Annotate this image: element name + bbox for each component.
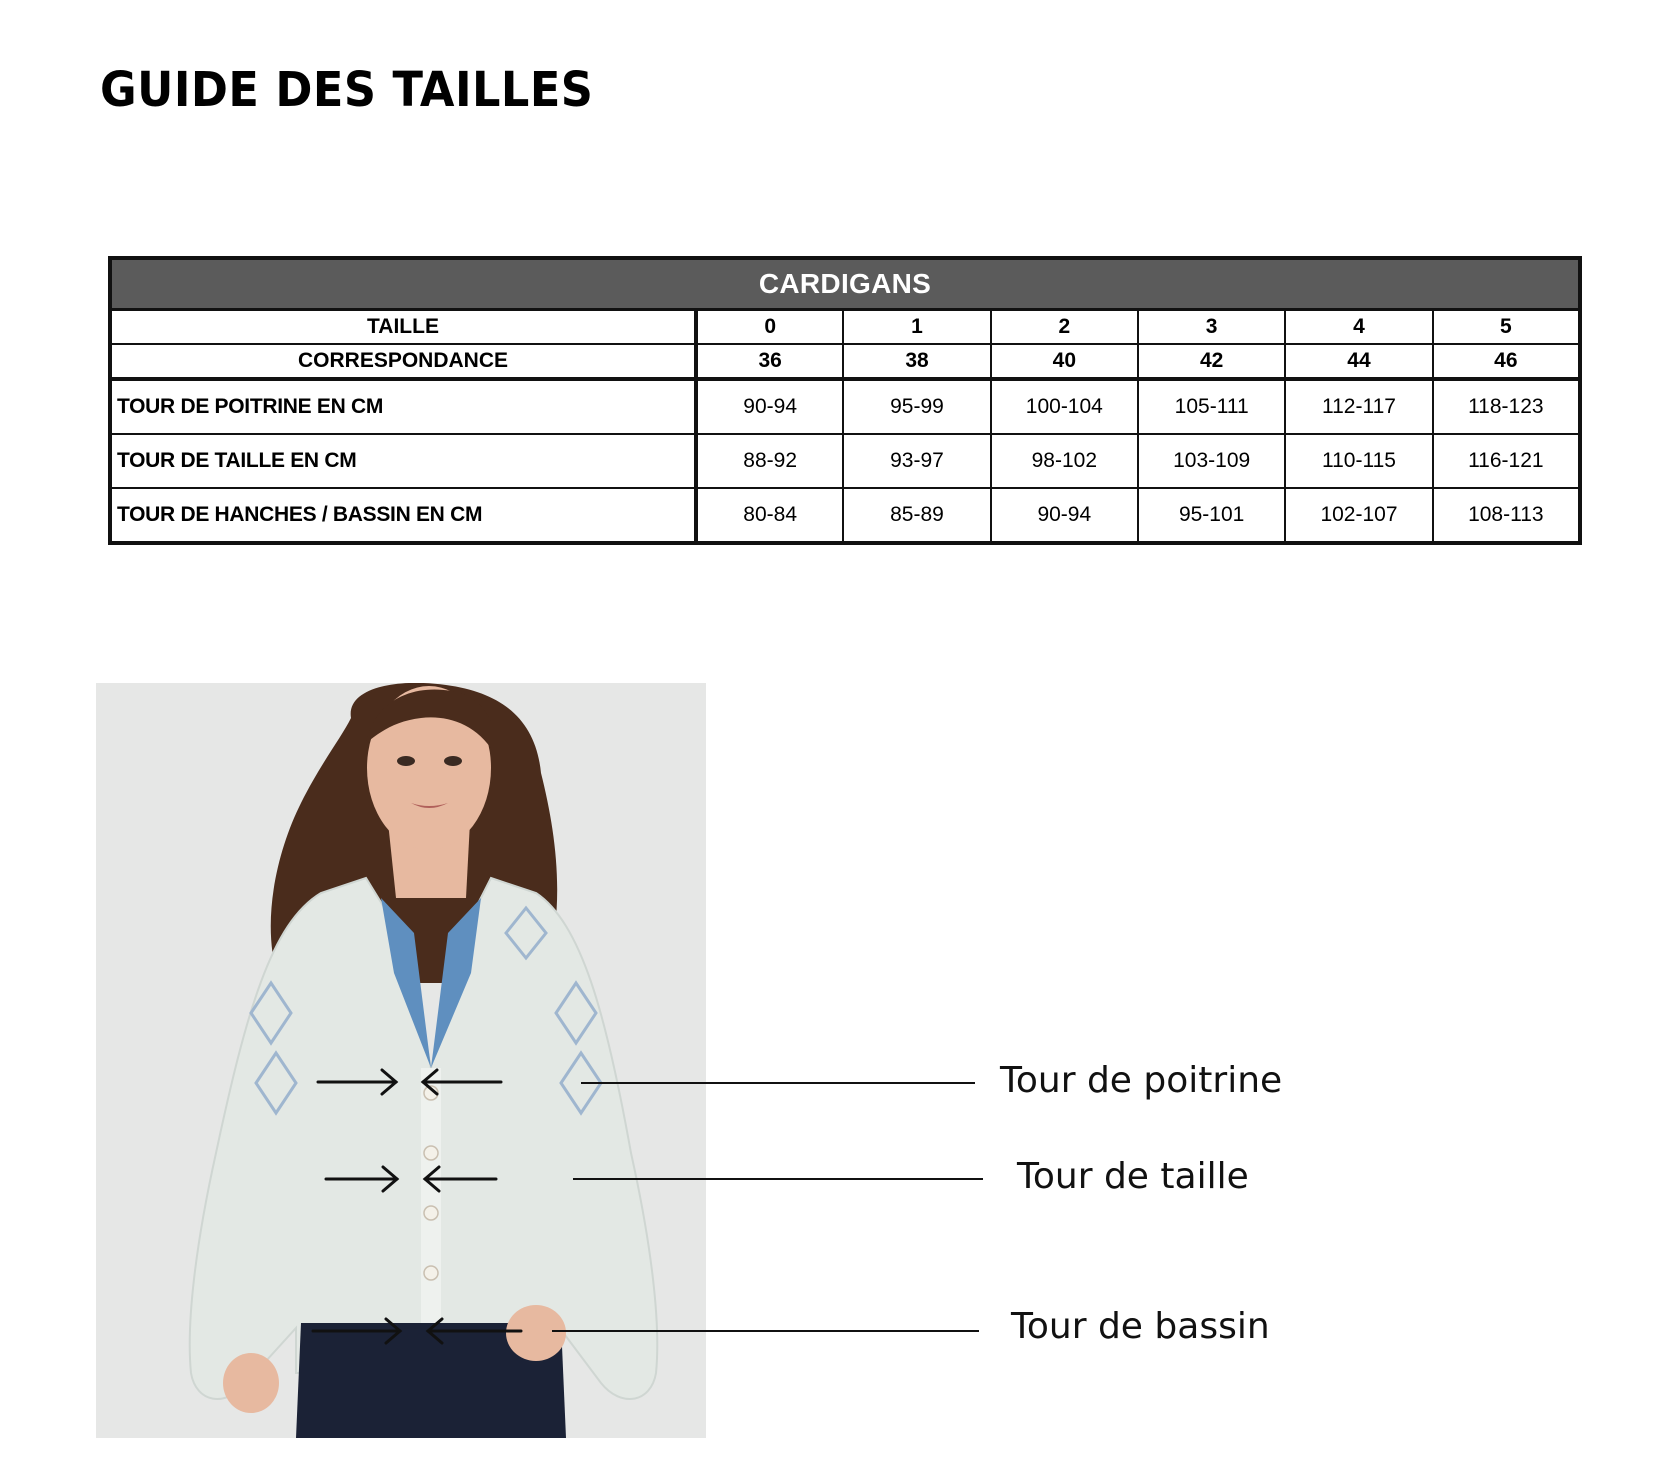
hips-callout-line (552, 1330, 979, 1332)
hips-cell: 108-113 (1433, 488, 1580, 543)
chest-cell: 105-111 (1138, 379, 1285, 434)
correspondence-cell: 46 (1433, 344, 1580, 379)
page-title: GUIDE DES TAILLES (100, 62, 594, 118)
size-chart-table (108, 256, 1582, 545)
waist-label: TOUR DE TAILLE EN CM (110, 434, 696, 488)
correspondence-cell: 42 (1138, 344, 1285, 379)
hips-cell: 80-84 (696, 488, 843, 543)
chest-label: TOUR DE POITRINE EN CM (110, 379, 696, 434)
chest-cell: 118-123 (1433, 379, 1580, 434)
table-caption: CARDIGANS (110, 258, 1580, 310)
size-cell: 5 (1433, 310, 1580, 345)
waist-cell: 116-121 (1433, 434, 1580, 488)
chest-callout-label: Tour de poitrine (1000, 1060, 1283, 1101)
chest-cell: 112-117 (1285, 379, 1432, 434)
model-photo (96, 683, 706, 1438)
correspondence-label: CORRESPONDANCE (110, 344, 696, 379)
waist-callout-label: Tour de taille (1017, 1156, 1249, 1197)
waist-cell: 103-109 (1138, 434, 1285, 488)
size-cell: 4 (1285, 310, 1432, 345)
correspondence-cell: 36 (696, 344, 843, 379)
chest-cell: 100-104 (991, 379, 1138, 434)
correspondence-cell: 40 (991, 344, 1138, 379)
chest-callout-line (581, 1082, 975, 1084)
waist-row (110, 434, 1580, 488)
hips-cell: 90-94 (991, 488, 1138, 543)
hips-cell: 102-107 (1285, 488, 1432, 543)
size-cell: 3 (1138, 310, 1285, 345)
hips-callout-label: Tour de bassin (1011, 1306, 1270, 1347)
hips-cell: 95-101 (1138, 488, 1285, 543)
waist-cell: 110-115 (1285, 434, 1432, 488)
correspondence-cell: 44 (1285, 344, 1432, 379)
chest-cell: 90-94 (696, 379, 843, 434)
size-row (110, 310, 1580, 345)
size-cell: 0 (696, 310, 843, 345)
waist-callout-line (573, 1178, 983, 1180)
chest-row (110, 379, 1580, 434)
correspondence-row (110, 344, 1580, 379)
hips-cell: 85-89 (843, 488, 990, 543)
chest-cell: 95-99 (843, 379, 990, 434)
correspondence-cell: 38 (843, 344, 990, 379)
size-cell: 1 (843, 310, 990, 345)
waist-cell: 88-92 (696, 434, 843, 488)
waist-cell: 98-102 (991, 434, 1138, 488)
hips-row (110, 488, 1580, 543)
size-label: TAILLE (110, 310, 696, 345)
size-cell: 2 (991, 310, 1138, 345)
hips-label: TOUR DE HANCHES / BASSIN EN CM (110, 488, 696, 543)
waist-cell: 93-97 (843, 434, 990, 488)
